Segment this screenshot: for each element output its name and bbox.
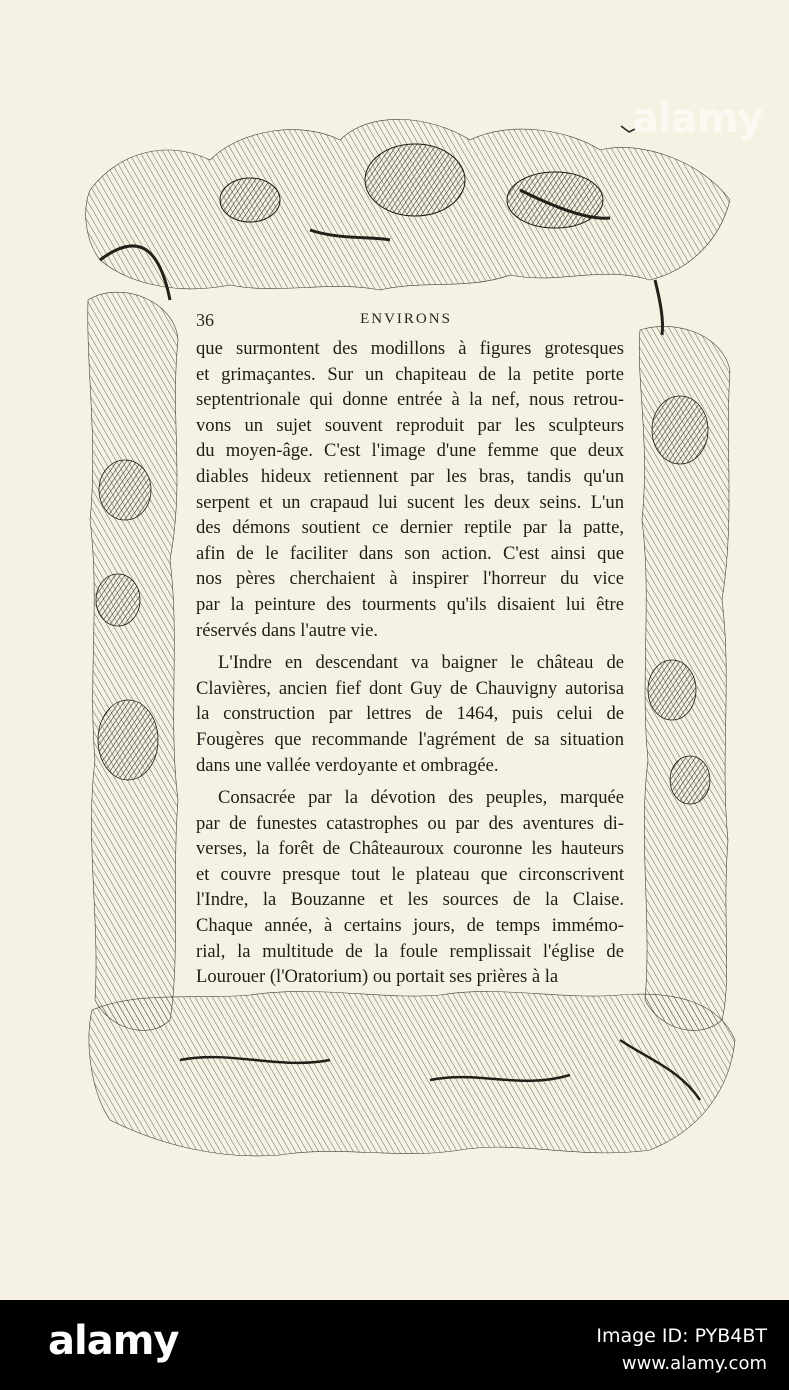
text-line: Clavières, ancien fief dont Guy de Chauvigny autorisa [196,677,624,699]
left-foliage [88,292,178,1030]
text-line: réservés dans l'autre vie. [196,619,378,641]
watermark: alamy [632,96,763,142]
text-line: diables hideux retiennent par les bras, tandis qu'un [196,465,624,487]
body-text [196,336,624,997]
text-line: septentrionale qui donne entrée à la nef, nous retrou- [196,389,624,411]
text-line: et grimaçantes. Sur un chapiteau de la petite porte [196,363,624,385]
text-line: par la peinture des tourments qu'ils disaient lui être [196,593,624,615]
text-line: l'Indre, la Bouzanne et les sources de la Claise. [196,889,624,911]
running-title: ENVIRONS [360,311,452,327]
paragraph [196,336,624,643]
paragraph [196,650,624,778]
text-line: vons un sujet souvent reproduit par les sculpteurs [196,414,624,436]
running-head [186,306,626,334]
page-number: 36 [196,310,214,330]
text-line: L'Indre en descendant va baigner le château de [218,652,624,674]
alamy-logo: alamy [48,1318,179,1364]
text-line: la construction par lettres de 1464, puis celui de [196,703,624,725]
text-line: verses, la forêt de Châteauroux couronne les hauteurs [196,838,624,860]
text-line: que surmontent des modillons à figures grotesques [196,338,624,359]
footer-meta [596,1322,767,1378]
text-line: afin de le faciliter dans son action. C'est ainsi que [196,542,624,564]
text-line: rial, la multitude de la foule remplissait l'église de [196,940,624,962]
text-line: par de funestes catastrophes ou par des aventures di- [196,812,624,834]
text-line: et couvre presque tout le plateau que circonscrivent [196,863,624,885]
paragraph [196,785,624,990]
text-line: nos pères cherchaient à inspirer l'horreur du vice [196,568,624,590]
bottom-foliage [89,991,735,1155]
text-line: Chaque année, à certains jours, de temps immémo- [196,915,624,937]
text-line: Consacrée par la dévotion des peuples, marquée [218,787,624,809]
text-line: des démons soutient ce dernier reptile par la patte, [196,517,624,539]
text-line: Lourouer (l'Oratorium) ou portait ses prières à la [196,966,559,988]
text-line: dans une vallée verdoyante et ombragée. [196,754,499,776]
image-id: Image ID: PYB4BT [596,1325,767,1347]
footer-url: www.alamy.com [621,1353,767,1374]
text-line: du moyen-âge. C'est l'image d'une femme que deux [196,440,624,462]
text-line: Fougères que recommande l'agrément de sa situation [196,728,624,750]
text-line: serpent et un crapaud lui sucent les deux seins. L'un [196,491,624,513]
